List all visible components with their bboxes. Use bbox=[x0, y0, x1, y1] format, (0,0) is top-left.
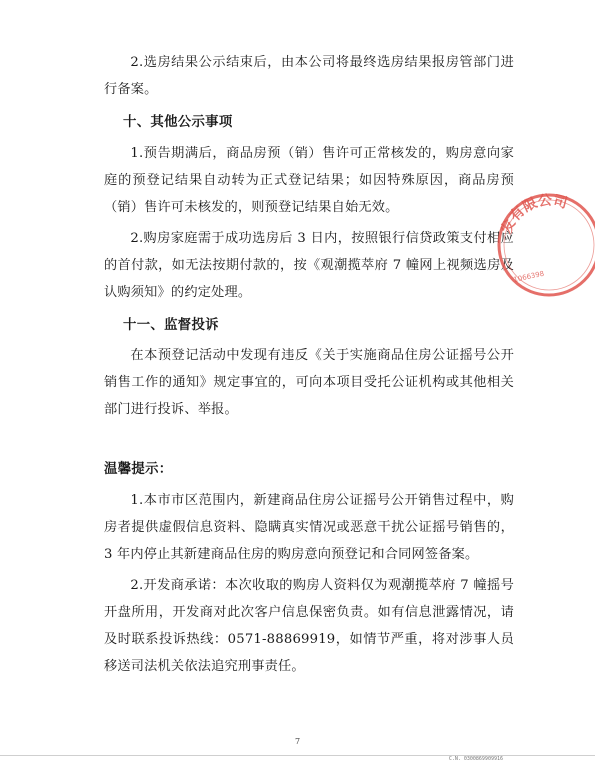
footer-code: C.N. 0300869909916 bbox=[448, 756, 503, 762]
section-12-paragraph: 在本预登记活动中发现有违反《关于实施商品住房公证摇号公开销售工作的通知》规定事宜的，可向本项目受托公证机构或其他相关部门进行投诉、举报。 bbox=[104, 348, 514, 417]
section-10-item-2: 2.选房结果公示结束后，由本公司将最终选房结果报房管部门进行备案。 bbox=[104, 55, 514, 97]
section-10-item-2-block bbox=[104, 49, 514, 103]
section-heading-other-notices: 十、其他公示事项 bbox=[123, 115, 233, 130]
footer-rule bbox=[0, 755, 595, 756]
section-heading-supervision: 十一、监督投诉 bbox=[123, 318, 219, 333]
section-11-block bbox=[104, 140, 514, 306]
section-11-item-1: 1.预告期满后，商品房预（销）售许可正常核发的，购房意向家庭的预登记结果自动转为正式登记结果；如因特殊原因，商品房预（销）售许可未核发的，则预登记结果自始无效。 bbox=[104, 146, 514, 215]
tips-item-2: 2.开发商承诺：本次收取的购房人资料仅为观潮揽萃府 7 幢摇号开盘所用，开发商对此次客户信息保密负责。如有信息泄露情况，请及时联系投诉热线：0571-88869919，如情节严重，将对涉事人员移送司法机关依法追究刑事责任。 bbox=[104, 578, 514, 674]
seal-text: 发有限公司 bbox=[498, 192, 569, 237]
tips-item-1: 1.本市市区范围内，新建商品住房公证摇号公开销售过程中，购房者提供虚假信息资料、隐瞒真实情况或恶意干扰公证摇号销售的，3 年内停止其新建商品住房的购房意向预登记和合同网签备案。 bbox=[104, 493, 514, 562]
company-seal bbox=[494, 190, 595, 300]
section-12-block bbox=[104, 342, 514, 423]
page-number: 7 bbox=[294, 737, 301, 746]
section-11-item-2: 2.购房家庭需于成功选房后 3 日内，按照银行信贷政策支付相应的首付款，如无法按期付款的，按《观潮揽萃府 7 幢网上视频选房及认购须知》的约定处理。 bbox=[104, 231, 514, 300]
tips-heading: 温馨提示： bbox=[104, 462, 173, 477]
seal-number: 1066398 bbox=[512, 269, 545, 284]
tips-block bbox=[104, 487, 514, 680]
